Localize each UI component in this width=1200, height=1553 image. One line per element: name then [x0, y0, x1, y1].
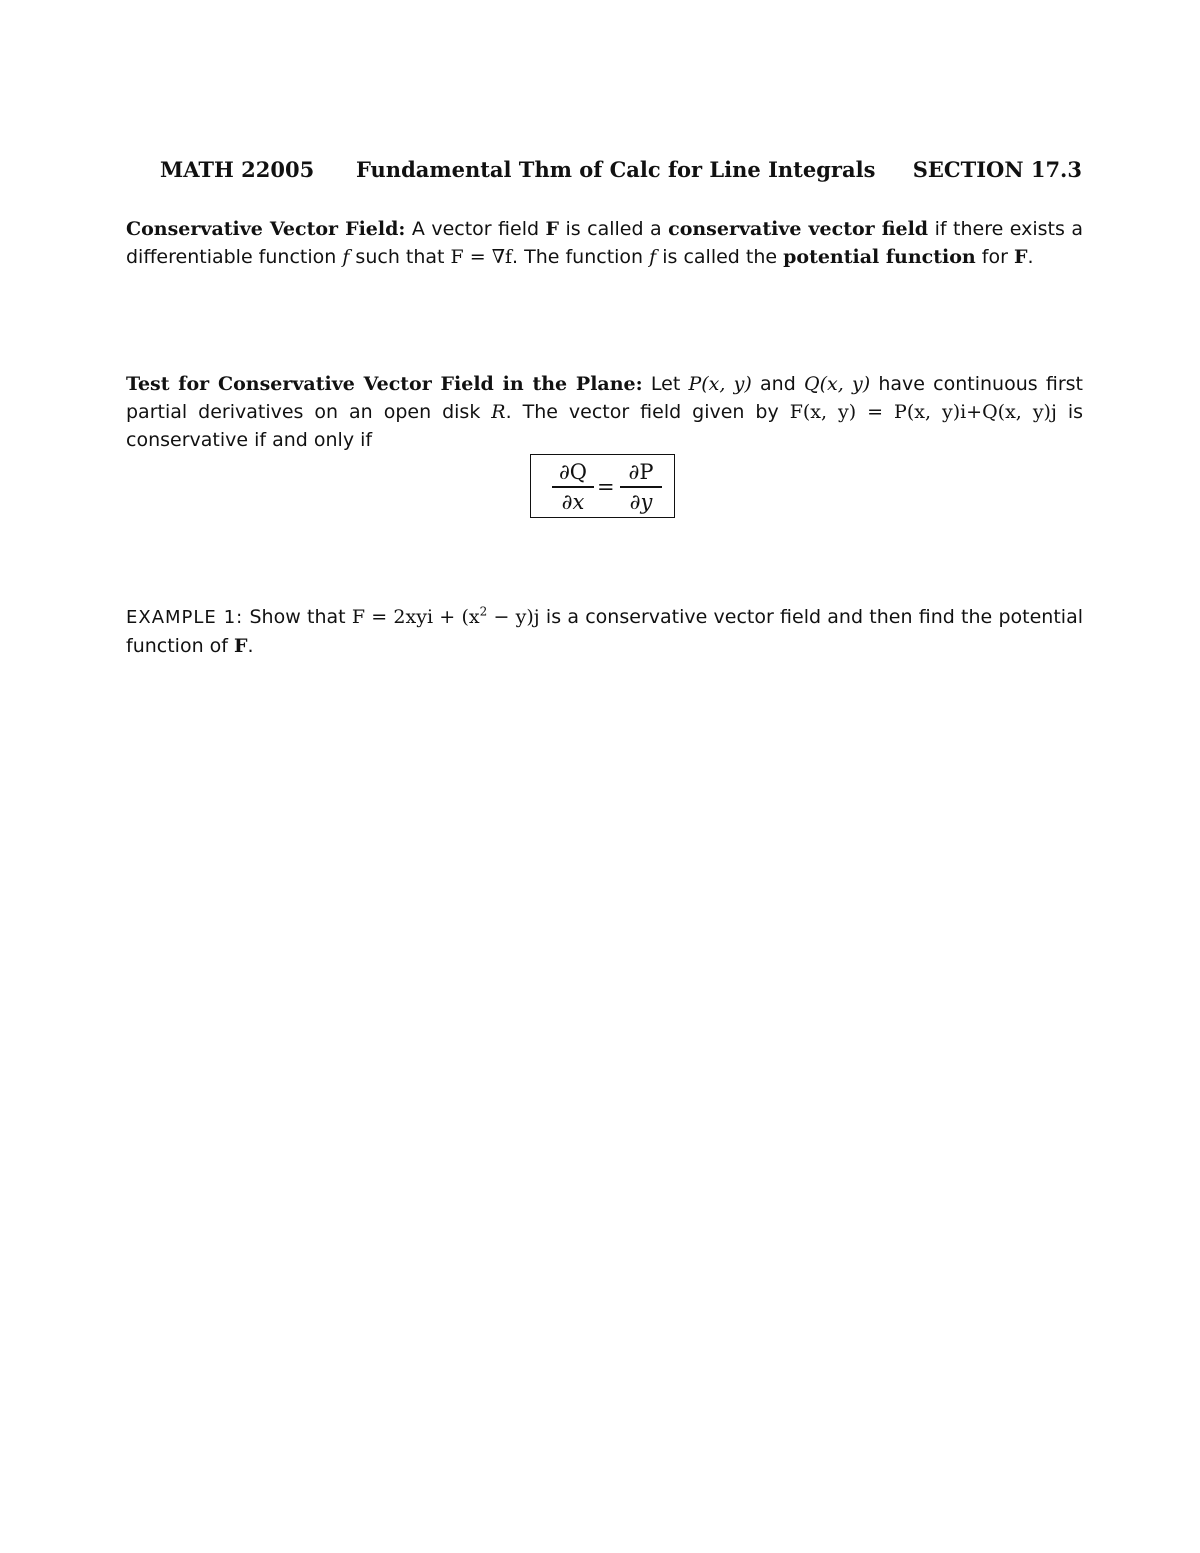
test-text: is conservative if and only if	[126, 401, 1084, 451]
vector-field-symbol: F	[234, 635, 248, 657]
example-field: F = 2xyi + (x	[351, 606, 480, 628]
fraction-dq-dx	[551, 458, 595, 516]
definition-text: such that	[349, 246, 451, 268]
definition-text: A vector field	[405, 218, 546, 240]
definition-term: conservative vector field	[668, 218, 929, 240]
test-text: have continuous first partial derivatives on an open disk	[126, 373, 1083, 423]
section-number: SECTION 17.3	[912, 157, 1082, 182]
definition-text: if there exists a differentiable function	[126, 218, 1083, 268]
conservative-field-definition	[126, 215, 1083, 271]
fraction-dp-dy	[619, 458, 663, 516]
example-field-rest: − y)j	[487, 606, 540, 628]
vector-field-symbol: F	[1013, 246, 1028, 268]
p-function: P(x, y)	[688, 373, 752, 395]
vector-field-symbol: F	[545, 218, 560, 240]
example-text: Show that	[243, 606, 352, 628]
definition-text: .	[1027, 246, 1034, 268]
definition-text: for	[975, 246, 1014, 268]
course-code: MATH 22005	[160, 157, 315, 182]
exponent: 2	[479, 604, 488, 619]
function-symbol: f	[649, 246, 657, 268]
example-text: .	[247, 635, 254, 657]
boxed-formula	[530, 454, 675, 518]
example-1	[126, 603, 1083, 660]
definition-text: is called a	[559, 218, 669, 240]
denominator: ∂y	[629, 489, 653, 514]
function-symbol: f	[342, 246, 350, 268]
equals-sign: =	[597, 475, 615, 499]
q-function: Q(x, y)	[804, 373, 871, 395]
definition-text: . The function	[512, 246, 650, 268]
example-label: EXAMPLE 1:	[126, 607, 244, 628]
denominator: ∂x	[561, 489, 585, 514]
potential-function-term: potential function	[783, 246, 976, 268]
test-text: Let	[642, 373, 689, 395]
definition-text: is called the	[656, 246, 784, 268]
numerator: ∂Q	[558, 460, 588, 484]
page-title: Fundamental Thm of Calc for Line Integrals	[356, 157, 876, 182]
gradient-equation: F = ∇f	[450, 246, 513, 268]
definition-heading: Conservative Vector Field:	[126, 218, 406, 240]
region-symbol: R	[491, 401, 506, 423]
example-text: is a conservative vector field and then find the potential function of	[126, 606, 1083, 657]
page-header	[160, 157, 1082, 191]
test-text: . The vector field given by	[505, 401, 790, 423]
numerator: ∂P	[628, 460, 654, 484]
test-text: and	[751, 373, 804, 395]
conservative-test	[126, 370, 1083, 454]
vector-field-expression: F(x, y) = P(x, y)i+Q(x, y)j	[789, 401, 1057, 423]
test-heading: Test for Conservative Vector Field in the Plane:	[126, 373, 643, 395]
